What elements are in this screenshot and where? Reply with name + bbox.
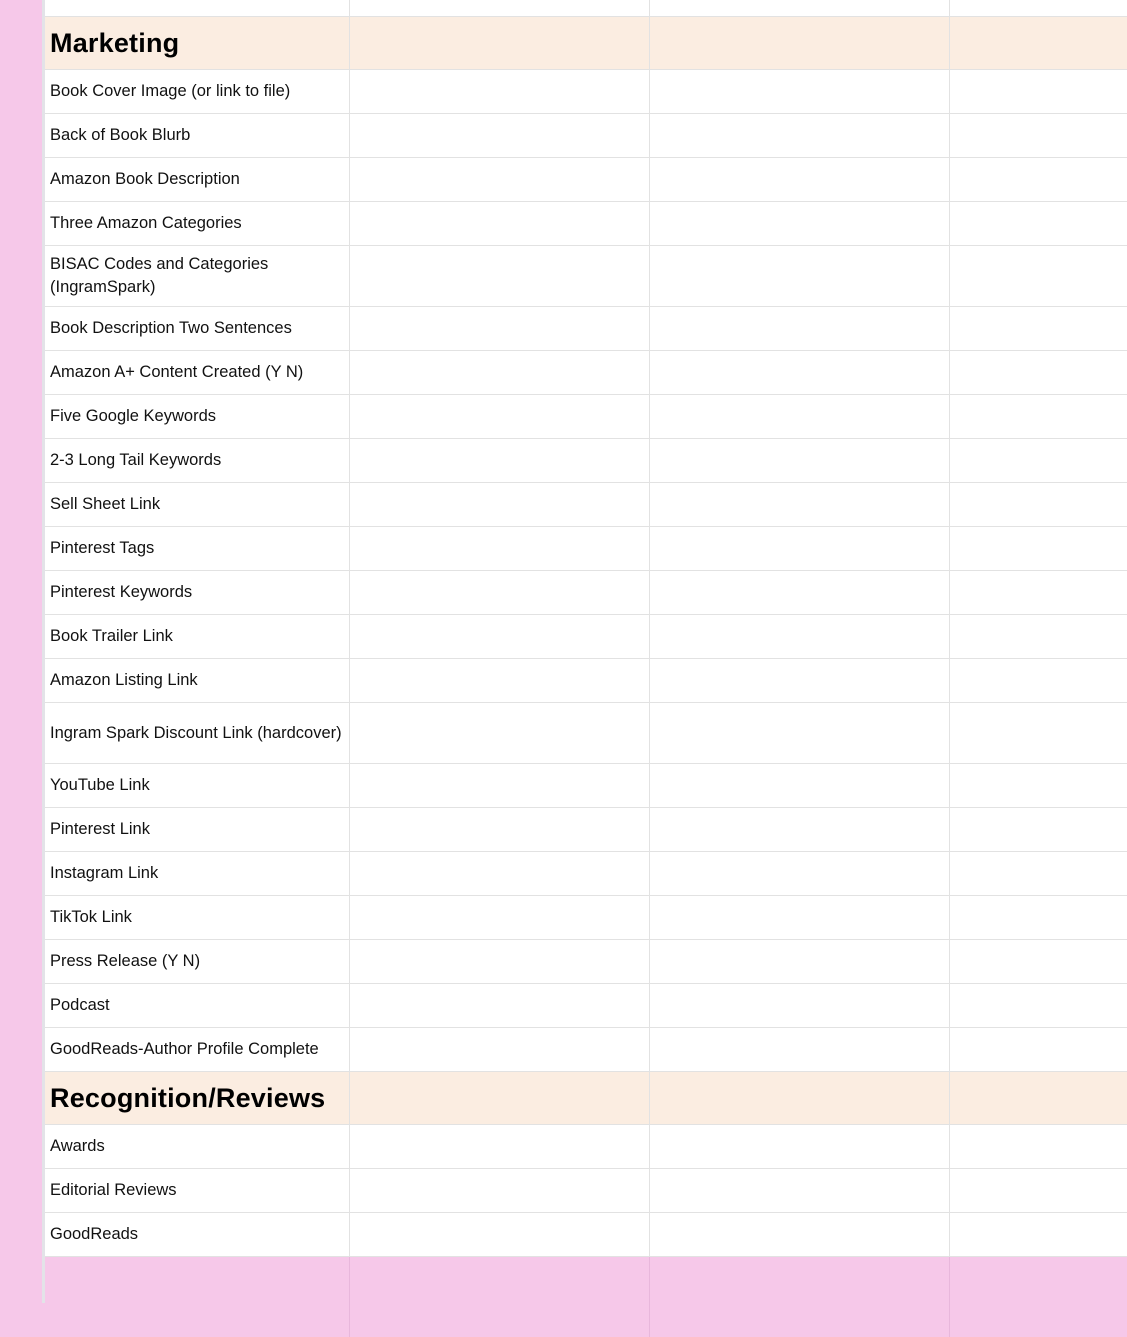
table-row	[45, 158, 1127, 202]
value-cell[interactable]	[350, 764, 650, 807]
value-cell[interactable]	[350, 395, 650, 438]
value-cell[interactable]	[650, 0, 950, 16]
value-cell[interactable]	[350, 246, 650, 306]
table-row	[45, 852, 1127, 896]
table-row	[45, 808, 1127, 852]
left-margin-strip	[0, 0, 42, 1303]
table-row	[45, 940, 1127, 984]
value-cell[interactable]	[350, 17, 650, 69]
value-cell[interactable]	[950, 158, 1127, 201]
value-cell[interactable]	[650, 1169, 950, 1212]
value-cell[interactable]	[950, 114, 1127, 157]
value-cell[interactable]	[950, 703, 1127, 763]
value-cell[interactable]	[350, 0, 650, 16]
value-cell[interactable]	[650, 202, 950, 245]
row-label[interactable]: Book Description Two Sentences	[45, 307, 350, 350]
section-title[interactable]: Recognition/Reviews	[45, 1072, 350, 1124]
value-cell[interactable]	[950, 764, 1127, 807]
value-cell[interactable]	[950, 940, 1127, 983]
value-cell[interactable]	[950, 351, 1127, 394]
value-cell[interactable]	[650, 852, 950, 895]
value-cell[interactable]	[650, 483, 950, 526]
footer-cell	[650, 1257, 950, 1337]
table-row	[45, 1213, 1127, 1257]
value-cell[interactable]	[950, 70, 1127, 113]
value-cell[interactable]	[350, 1125, 650, 1168]
value-cell[interactable]	[350, 114, 650, 157]
row-label[interactable]: GoodReads-Author Profile Complete	[45, 1028, 350, 1071]
table-row	[45, 483, 1127, 527]
value-cell[interactable]	[650, 70, 950, 113]
value-cell[interactable]	[950, 395, 1127, 438]
table-row	[45, 307, 1127, 351]
footer-cell	[950, 1257, 1127, 1337]
table-row	[45, 246, 1127, 307]
value-cell[interactable]	[650, 1028, 950, 1071]
value-cell[interactable]	[350, 527, 650, 570]
row-label[interactable]: Instagram Link	[45, 852, 350, 895]
section-header-recognition-reviews	[45, 1072, 1127, 1125]
value-cell[interactable]	[650, 984, 950, 1027]
row-label[interactable]: Book Cover Image (or link to file)	[45, 70, 350, 113]
value-cell[interactable]	[950, 615, 1127, 658]
value-cell[interactable]	[650, 307, 950, 350]
value-cell[interactable]	[350, 703, 650, 763]
row-label[interactable]: Ingram Spark Discount Link (hardcover)	[45, 703, 350, 763]
value-cell[interactable]	[650, 395, 950, 438]
value-cell[interactable]	[650, 1125, 950, 1168]
value-cell[interactable]	[650, 1213, 950, 1256]
row-label[interactable]: 2-3 Long Tail Keywords	[45, 439, 350, 482]
row-label[interactable]: YouTube Link	[45, 764, 350, 807]
value-cell[interactable]	[950, 1028, 1127, 1071]
value-cell[interactable]	[350, 940, 650, 983]
row-label[interactable]: Book Trailer Link	[45, 615, 350, 658]
row-label[interactable]: BISAC Codes and Categories (IngramSpark)	[45, 246, 350, 306]
table-row	[45, 70, 1127, 114]
value-cell[interactable]	[650, 158, 950, 201]
value-cell[interactable]	[950, 1213, 1127, 1256]
value-cell[interactable]	[950, 1169, 1127, 1212]
value-cell[interactable]	[350, 439, 650, 482]
row-label[interactable]: Sell Sheet Link	[45, 483, 350, 526]
row-label[interactable]: Three Amazon Categories	[45, 202, 350, 245]
value-cell[interactable]	[350, 659, 650, 702]
value-cell[interactable]	[650, 571, 950, 614]
footer-cell	[45, 1257, 350, 1337]
value-cell[interactable]	[650, 246, 950, 306]
spreadsheet-grid	[45, 0, 1127, 1337]
value-cell[interactable]	[350, 571, 650, 614]
value-cell[interactable]	[950, 659, 1127, 702]
value-cell[interactable]	[950, 202, 1127, 245]
table-row	[45, 395, 1127, 439]
value-cell[interactable]	[350, 351, 650, 394]
value-cell[interactable]	[950, 483, 1127, 526]
row-label[interactable]: Amazon A+ Content Created (Y N)	[45, 351, 350, 394]
value-cell[interactable]	[350, 615, 650, 658]
table-row	[45, 527, 1127, 571]
value-cell[interactable]	[950, 527, 1127, 570]
value-cell[interactable]	[950, 246, 1127, 306]
value-cell[interactable]	[350, 852, 650, 895]
value-cell[interactable]	[650, 351, 950, 394]
row-label[interactable]: Pinterest Keywords	[45, 571, 350, 614]
value-cell[interactable]	[950, 852, 1127, 895]
row-label[interactable]: Five Google Keywords	[45, 395, 350, 438]
value-cell[interactable]	[350, 202, 650, 245]
value-cell[interactable]	[650, 896, 950, 939]
table-row	[45, 114, 1127, 158]
table-row	[45, 1125, 1127, 1169]
table-row	[45, 0, 1127, 17]
value-cell[interactable]	[950, 17, 1127, 69]
value-cell[interactable]	[650, 764, 950, 807]
row-label[interactable]: Back of Book Blurb	[45, 114, 350, 157]
value-cell[interactable]	[650, 940, 950, 983]
value-cell[interactable]	[650, 527, 950, 570]
table-row	[45, 984, 1127, 1028]
table-row	[45, 896, 1127, 940]
value-cell[interactable]	[650, 615, 950, 658]
table-row	[45, 351, 1127, 395]
table-row	[45, 659, 1127, 703]
row-label[interactable]: Pinterest Link	[45, 808, 350, 851]
value-cell[interactable]	[950, 984, 1127, 1027]
value-cell[interactable]	[350, 1028, 650, 1071]
value-cell[interactable]	[650, 808, 950, 851]
value-cell[interactable]	[950, 307, 1127, 350]
footer-cell	[350, 1257, 650, 1337]
value-cell[interactable]	[650, 659, 950, 702]
row-label[interactable]	[45, 0, 350, 16]
section-title[interactable]: Marketing	[45, 17, 350, 69]
table-row	[45, 202, 1127, 246]
value-cell[interactable]	[950, 1125, 1127, 1168]
value-cell[interactable]	[350, 1072, 650, 1124]
value-cell[interactable]	[350, 483, 650, 526]
value-cell[interactable]	[650, 114, 950, 157]
table-row	[45, 439, 1127, 483]
value-cell[interactable]	[350, 1213, 650, 1256]
table-row	[45, 615, 1127, 659]
row-label[interactable]: Press Release (Y N)	[45, 940, 350, 983]
row-label[interactable]: Awards	[45, 1125, 350, 1168]
table-row	[45, 571, 1127, 615]
value-cell[interactable]	[650, 703, 950, 763]
value-cell[interactable]	[650, 1072, 950, 1124]
value-cell[interactable]	[950, 571, 1127, 614]
table-row	[45, 1169, 1127, 1213]
row-label[interactable]: GoodReads	[45, 1213, 350, 1256]
row-label[interactable]: Pinterest Tags	[45, 527, 350, 570]
row-label[interactable]: Editorial Reviews	[45, 1169, 350, 1212]
value-cell[interactable]	[950, 1072, 1127, 1124]
value-cell[interactable]	[950, 896, 1127, 939]
table-row	[45, 703, 1127, 764]
footer-band	[45, 1257, 1127, 1337]
value-cell[interactable]	[650, 17, 950, 69]
row-label[interactable]: TikTok Link	[45, 896, 350, 939]
row-label[interactable]: Amazon Book Description	[45, 158, 350, 201]
value-cell[interactable]	[950, 439, 1127, 482]
value-cell[interactable]	[950, 0, 1127, 16]
value-cell[interactable]	[950, 808, 1127, 851]
value-cell[interactable]	[350, 896, 650, 939]
value-cell[interactable]	[350, 808, 650, 851]
value-cell[interactable]	[650, 439, 950, 482]
value-cell[interactable]	[350, 984, 650, 1027]
row-label[interactable]: Amazon Listing Link	[45, 659, 350, 702]
value-cell[interactable]	[350, 158, 650, 201]
row-label[interactable]: Podcast	[45, 984, 350, 1027]
value-cell[interactable]	[350, 70, 650, 113]
value-cell[interactable]	[350, 307, 650, 350]
section-header-marketing	[45, 17, 1127, 70]
table-row	[45, 1028, 1127, 1072]
value-cell[interactable]	[350, 1169, 650, 1212]
table-row	[45, 764, 1127, 808]
